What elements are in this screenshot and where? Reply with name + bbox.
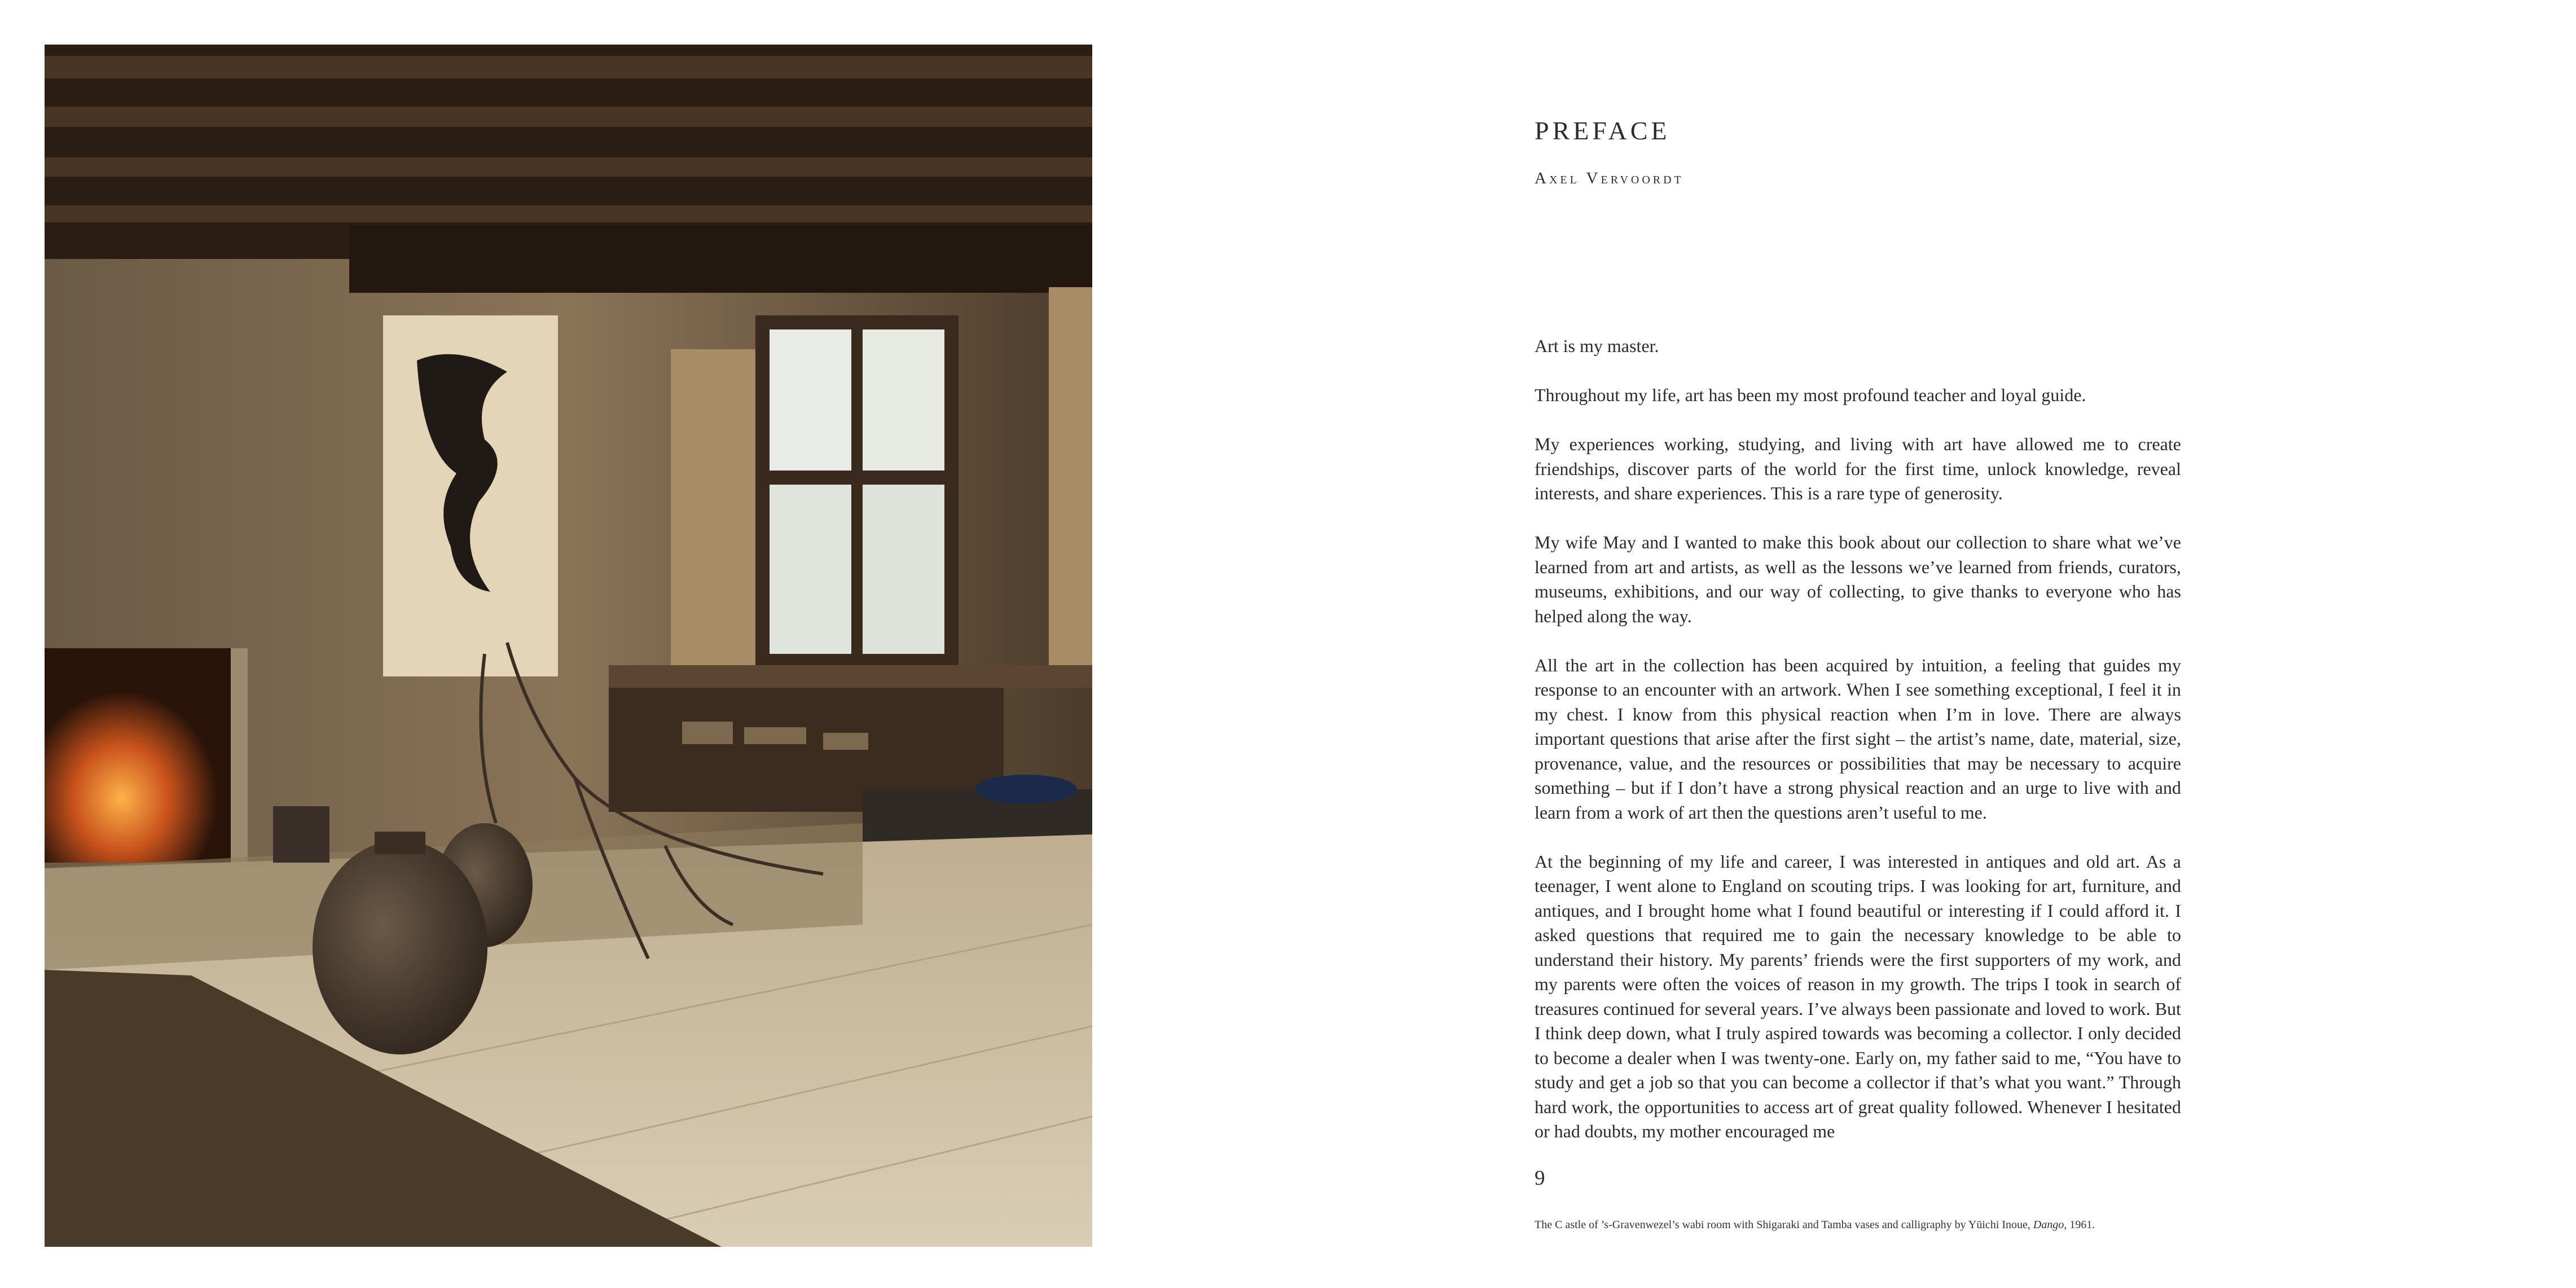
caption-title: Dango (2033, 1219, 2064, 1231)
photo-caption (1535, 1219, 2212, 1232)
paragraph: My wife May and I wanted to make this book about our collection to share what we’ve learned from art and artists, as well as the lessons we’ve learned from friends, curators, museums, exhibitions, and our way of collecting, to give thanks to everyone who has helped along the way. (1535, 532, 2181, 626)
paragraph: Art is my master. (1535, 336, 1659, 356)
paragraph: At the beginning of my life and career, I was interested in antiques and old art. As a teenager, I went alone to England on scouting trips. I was looking for art, furniture, and antiques, and I brought home what I found beautiful or interesting if I could afford it. I asked questions that required me to gain the necessary knowledge to be able to understand their history. My parents’ friends were the first supporters of my work, and my parents were often the voices of reason in my growth. The trips I took in search of treasures continued for several years. I’ve always been passionate and loved to work. But I think deep down, what I truly aspired towards was becoming a collector. I only decided to become a dealer when I was twenty-one. Early on, my father said to me, “You have to study and get a job so that you can become a collector if that’s what you want.” Through hard work, the opportunities to access art of great quality followed. Whenever I hesitated or had doubts, my mother encouraged me (1535, 851, 2181, 1141)
interior-photo (45, 45, 1092, 1247)
author-name: Axel Vervoordt (1535, 169, 1684, 187)
preface-body (1535, 334, 2181, 1144)
caption-main: The C astle of ’s-Gravenwezel’s wabi room with Shigaraki and Tamba vases and calligraphy by Yūichi Inoue, (1535, 1219, 2033, 1231)
paragraph: My experiences working, studying, and living with art have allowed me to create friendships, discover parts of the world for the first time, unlock knowledge, reveal interests, and share experiences. This is a rare type of generosity. (1535, 434, 2181, 503)
page-title: PREFACE (1535, 116, 1671, 145)
paragraph: All the art in the collection has been acquired by intuition, a feeling that guides my response to an encounter with an artwork. When I see something exceptional, I feel it in my chest. I know from this physical reaction when I’m in love. There are always important questions that arise after the first sight – the artist’s name, date, material, size, provenance, value, and the resources or possibilities that may be necessary to acquire something – but if I don’t have a strong physical reaction and an urge to live with and learn from a work of art then the questions aren’t useful to me. (1535, 654, 2181, 823)
interior-photo-illustration (45, 45, 1092, 1247)
paragraph: Throughout my life, art has been my most profound teacher and loyal guide. (1535, 385, 2086, 405)
page-number: 9 (1535, 1167, 1545, 1190)
caption-end: , 1961. (2064, 1219, 2095, 1231)
